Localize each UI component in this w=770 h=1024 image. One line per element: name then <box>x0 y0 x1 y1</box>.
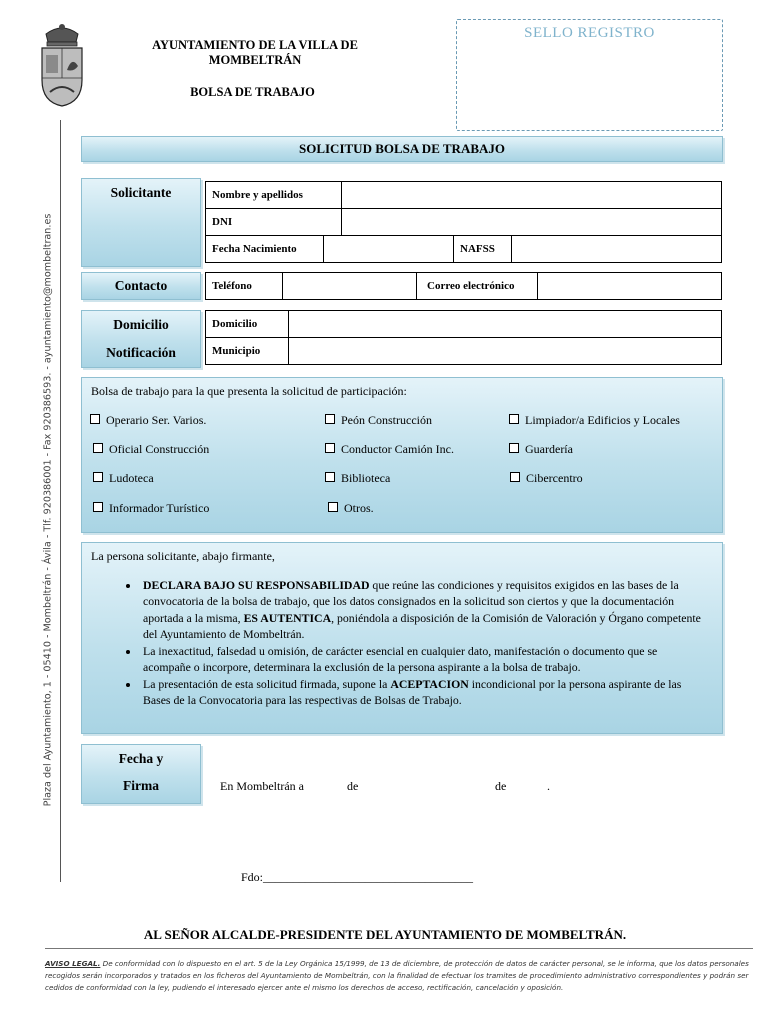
checkbox-icon[interactable] <box>325 472 335 482</box>
checkbox-icon[interactable] <box>93 472 103 482</box>
nafss-label: NAFSS <box>460 243 495 255</box>
fecha-y-label: Fecha y <box>118 751 164 766</box>
municipio-label-cell <box>205 337 289 365</box>
correo-label-cell <box>416 272 538 300</box>
header-line-1: AYUNTAMIENTO DE LA VILLA DE <box>152 38 358 52</box>
option-operario[interactable]: Operario Ser. Varios. <box>90 413 206 428</box>
nombre-field[interactable] <box>341 181 722 209</box>
option-oficial[interactable]: Oficial Construcción <box>93 442 209 457</box>
nombre-label: Nombre y apellidos <box>212 189 303 201</box>
telefono-label: Teléfono <box>212 280 252 292</box>
de-text-2: de <box>495 779 507 793</box>
form-title: SOLICITUD BOLSA DE TRABAJO <box>298 141 505 156</box>
nafss-field[interactable] <box>511 235 722 263</box>
declaration-item-3: • La presentación de esta solicitud firmada, supone la ACEPTACION incondicional por la persona aspirante de las Bases de la Convocatoria para las respectivas de Bolsas de Trabajo. <box>140 676 702 709</box>
solicitante-label-box <box>81 178 201 267</box>
fecha-nacimiento-label: Fecha Nacimiento <box>212 243 297 255</box>
domicilio-field-label: Domicilio <box>212 318 258 330</box>
option-limpiador[interactable]: Limpiador/a Edificios y Locales <box>509 413 680 428</box>
fecha-nacimiento-label-cell <box>205 235 324 263</box>
solicitante-label: Solicitante <box>110 185 172 200</box>
legal-notice <box>45 958 753 994</box>
fecha-nacimiento-field[interactable] <box>323 235 454 263</box>
sidebar-divider <box>60 120 61 882</box>
telefono-field[interactable] <box>282 272 417 300</box>
checkbox-icon[interactable] <box>328 502 338 512</box>
coat-of-arms-logo <box>36 22 88 108</box>
contacto-label: Contacto <box>114 278 168 293</box>
declaration-box <box>81 542 723 734</box>
address-sidebar <box>40 140 56 880</box>
domicilio-field[interactable] <box>288 310 722 338</box>
date-period: . <box>547 779 550 793</box>
firma-label: Firma <box>123 778 159 793</box>
telefono-label-cell <box>205 272 283 300</box>
registry-stamp-label: SELLO REGISTRO <box>524 25 655 41</box>
legal-notice-text: De conformidad con lo dispuesto en el art. 5 de la Ley Orgánica 15/1999, de 13 de diciembre, de protección de datos de carácter personal, se le informa, que los datos personales recogidos serán incorporados y tratados en los ficheros del Ayuntamiento de Mombeltrán, con la finalidad de efectuar los tramites de procedimiento administrativo correspondientes y podrán ser cedidos de conformidad con la ley, pudiendo el interesado ejercer ante el mismo los derechos de acceso, rectificación, cancelación y oposición. <box>45 959 749 992</box>
addressee-line: AL SEÑOR ALCALDE-PRESIDENTE DEL AYUNTAMIENTO DE MOMBELTRÁN. <box>143 927 627 942</box>
signature-line[interactable]: Fdo:___________________________________ <box>241 870 474 884</box>
header-line-2: MOMBELTRÁN <box>208 53 302 67</box>
registry-stamp-box <box>456 19 723 131</box>
checkbox-icon[interactable] <box>510 472 520 482</box>
option-otros[interactable]: Otros. <box>328 501 374 516</box>
bolsa-intro: Bolsa de trabajo para la que presenta la solicitud de participación: <box>91 384 407 398</box>
legal-notice-title: AVISO LEGAL. <box>45 959 101 968</box>
checkbox-icon[interactable] <box>325 414 335 424</box>
checkbox-icon[interactable] <box>325 443 335 453</box>
domicilio-label: Domicilio <box>113 317 169 332</box>
checkbox-icon[interactable] <box>509 443 519 453</box>
option-conductor[interactable]: Conductor Camión Inc. <box>325 442 454 457</box>
checkbox-icon[interactable] <box>93 502 103 512</box>
dni-label: DNI <box>212 216 233 228</box>
municipio-label: Municipio <box>212 345 261 357</box>
correo-field[interactable] <box>537 272 722 300</box>
form-title-bar <box>81 136 723 162</box>
declaration-intro: La persona solicitante, abajo firmante, <box>91 549 275 563</box>
option-cibercentro[interactable]: Cibercentro <box>510 471 583 486</box>
declaration-item-2: • La inexactitud, falsedad u omisión, de carácter esencial en cualquier dato, manifestación o documento que se acompañe o incorpore, determinara la exclusión de la persona aspirante a la bolsa de trabajo. <box>140 643 702 676</box>
checkbox-icon[interactable] <box>509 414 519 424</box>
domicilio-label-box <box>81 310 201 368</box>
dni-label-cell <box>205 208 342 236</box>
declaration-item-1: • DECLARA BAJO SU RESPONSABILIDAD que reúne las condiciones y requisitos exigidos en las bases de la convocatoria de la bolsa de trabajo, que los datos consignados en la solicitud son ciertos y que la documentación aportada a la misma, ES AUTENTICA, poniéndola a disposición de la Comisión de Valoración y Órgano competente del Ayuntamiento de Mombeltrán. <box>140 577 702 643</box>
dni-field[interactable] <box>341 208 722 236</box>
notificacion-label: Notificación <box>106 345 176 360</box>
address-sidebar-text: Plaza del Ayuntamiento, 1 - 05410 - Mombeltrán - Ávila - Tlf. 920386001 - Fax 920386593. - ayuntamiento@mombeltran.es <box>42 213 54 807</box>
correo-label: Correo electrónico <box>427 280 515 292</box>
place-text: En Mombeltrán a <box>220 779 304 793</box>
option-peon[interactable]: Peón Construcción <box>325 413 432 428</box>
nafss-label-cell <box>453 235 512 263</box>
contacto-label-box <box>81 272 201 300</box>
firma-label-box <box>81 744 201 804</box>
nombre-label-cell <box>205 181 342 209</box>
checkbox-icon[interactable] <box>93 443 103 453</box>
legal-divider <box>45 948 753 949</box>
header-line-3: BOLSA DE TRABAJO <box>190 85 315 99</box>
option-guarderia[interactable]: Guardería <box>509 442 573 457</box>
option-informador[interactable]: Informador Turístico <box>93 501 209 516</box>
domicilio-field-label-cell <box>205 310 289 338</box>
de-text-1: de <box>347 779 359 793</box>
option-biblioteca[interactable]: Biblioteca <box>325 471 390 486</box>
option-ludoteca[interactable]: Ludoteca <box>93 471 154 486</box>
municipio-field[interactable] <box>288 337 722 365</box>
checkbox-icon[interactable] <box>90 414 100 424</box>
bolsa-options-box <box>81 377 723 533</box>
